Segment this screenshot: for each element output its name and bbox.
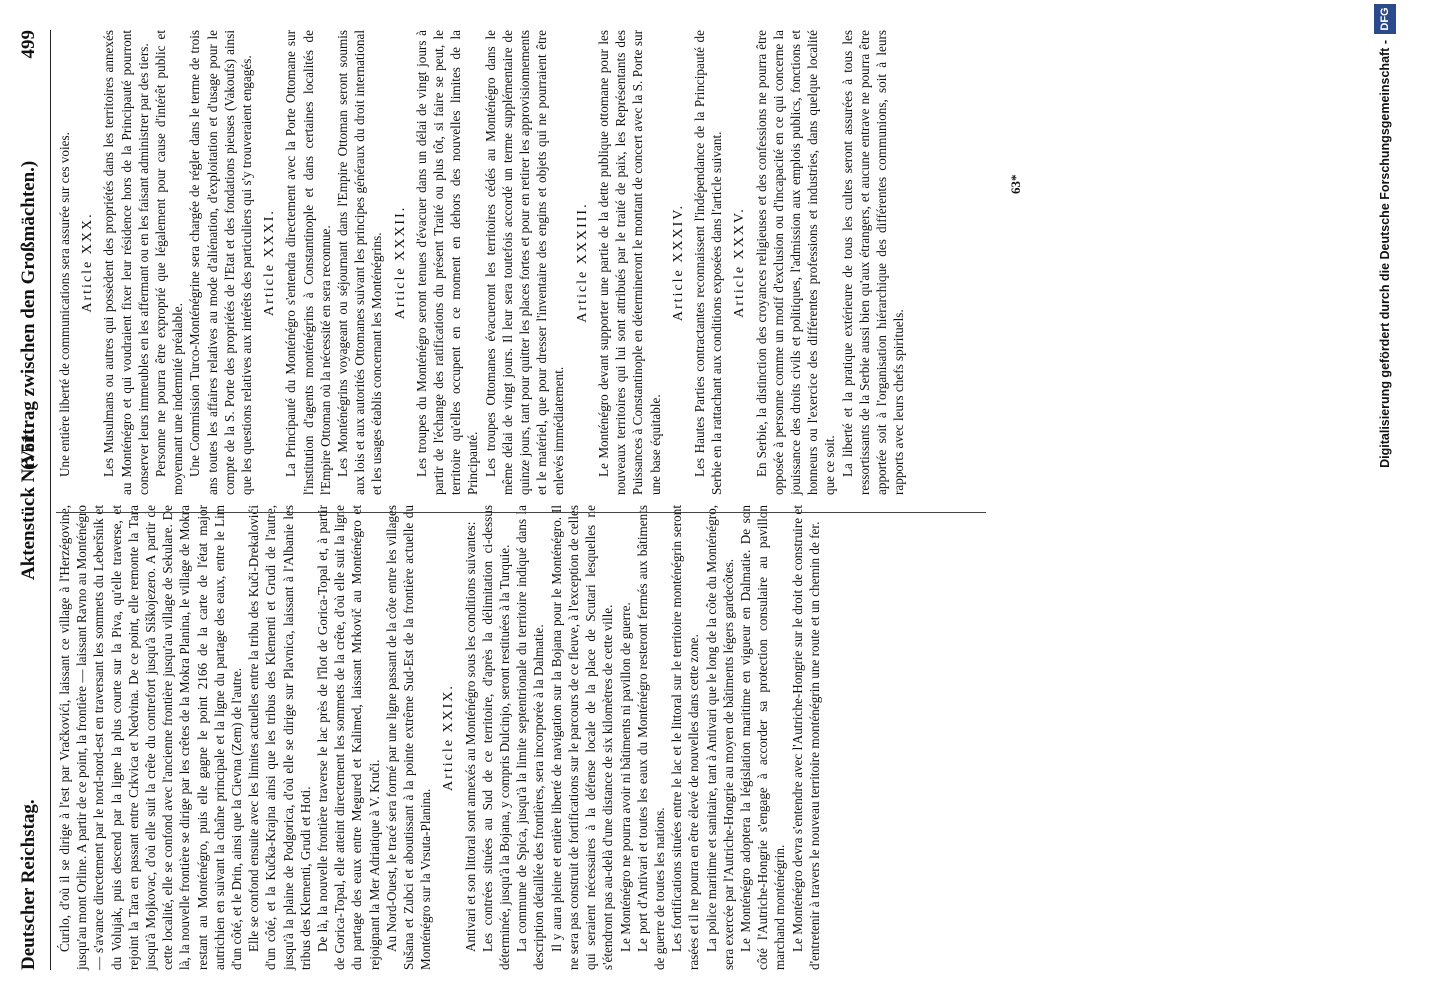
paragraph: Une Commission Turco-Monténégrine sera chargée de régler dans le terme de trois ans toutes les affaires relatives au mode d'aliénation, d'exploitation et d'usage pour le compte de la S. Porte des propriétés de l'Etat et des fondations pieuses (Vakoufs) ainsi que les questions relatives aux intérêts des particuliers qui s'y trouveraient engagés.: [187, 30, 255, 495]
paragraph: Ćurilo, d'où il se dirige à l'est par Vračkovići, laissant ce village à l'Herzégovine, jusqu'au mont Orline. A partir de ce point, la frontière — laissant Ravno au Monténégro — s'avance directement par le nord-nord-est en traversant les sommets du Leberšnik et du Volujak, puis descend par la ligne la plus courte sur la Piva, qu'elle traverse, et rejoint la Tara en passant entre Crkvica et Nedvina. De ce point, elle remonte la Tara jusqu'à Mojkovac, d'où elle suit la crête du contrefort jusqu'à Siškojezero. A partir de cette localité, elle se confond avec l'ancienne frontière jusqu'au village de Sekulare. De là, la nouvelle frontière se dirige par les crêtes de la Mokra Planina, le village de Mokra restant au Monténégro, puis elle gagne le point 2166 de la carte de l'état major autrichien en suivant la chaîne principale et la ligne du partage des eaux, entre le Lim d'un côté, et le Drin, ainsi que la Cievna (Zem) de l'autre.: [57, 505, 245, 970]
paragraph: Le Monténégro ne pourra avoir ni bâtiments ni pavillon de guerre.: [617, 602, 633, 952]
paragraph: De là, la nouvelle frontière traverse le lac près de l'îlot de Gorica-Topal et, à partir de Gorica-Topal, elle atteint directement les sommets de la crête, d'où elle suit la ligne du partage des eaux entre Megured et Kalimed, laissant Mrkovič au Monténégro et rejoignant la Mer Adriatique à V. Kruči.: [315, 505, 382, 970]
paragraph: La police maritime et sanitaire, tant à Antivari que le long de la côte du Monténégro, sera exercée par l'Autriche-Hongrie au moyen de bâtiments légers gardecôtes.: [703, 505, 736, 970]
left-text-column: [56, 505, 823, 970]
article-heading: Article XXXIII.: [574, 202, 590, 323]
header-title-right: (Vertrag zwischen den Großmächten.): [18, 160, 39, 470]
right-text-column: [56, 30, 907, 495]
digitization-footer: [1360, 0, 1420, 1000]
page-number: 499: [18, 30, 39, 59]
paragraph: Les fortifications situées entre le lac et le littoral sur le territoire monténégrin seront rasées et il ne pourra en être élevé de nouvelles dans cette zone.: [669, 505, 702, 970]
header-document-number: Aktenstück Nr. 51.: [18, 428, 39, 580]
digitization-credit: Digitalisierung gefördert durch die Deutsche Forschungsgemeinschaft -: [1378, 40, 1392, 468]
paragraph: Personne ne pourra être exproprié que légalement pour cause d'intérêt public et moyennant une indemnité préalable.: [153, 30, 186, 495]
paragraph: Elle se confond ensuite avec les limites actuelles entre la tribu des Kuči-Drekalovići d'un côté, et la Kučka-Krajna ainsi que les tribus des Klementi et Grudi de l'autre, jusqu'à la plaine de Podgorica, d'où elle se dirige sur Plavnica, laissant à l'Albanie les tribus des Klementi, Grudi et Hoti.: [246, 505, 313, 970]
paragraph: La commune de Spica, jusqu'à la limite septentrionale du territoire indiqué dans la description détaillée des frontières, sera incorporée à la Dalmatie.: [514, 505, 547, 970]
paragraph: Les Hautes Parties contractantes reconnaissent l'indépendance de la Principauté de Serbie en la rattachant aux conditions exposées dans l'article suivant.: [691, 30, 725, 495]
paragraph: Une entière liberté de communications sera assurée sur ces voies.: [57, 132, 72, 477]
paragraph: Les Musulmans ou autres qui possèdent des propriétés dans les territoires annexés au Monténégro et qui voudraient fixer leur résidence hors de la Principauté pourront conserver leurs immeubles en les affermant ou en les faisant administrer par des tiers.: [101, 30, 151, 495]
paragraph: Les troupes du Monténégro seront tenues d'évacuer dans un délai de vingt jours à partir de l'échange des ratifications du présent Traité ou plus tôt, si faire se peut, le territoire qu'elles occupent en ce moment en dehors des nouvelles limites de la Principauté.: [413, 30, 481, 495]
paragraph: Le port d'Antivari et toutes les eaux du Monténégro resteront fermés aux bâtiments de guerre de toutes les nations.: [634, 505, 667, 970]
header-title-left: Deutscher Reichstag.: [18, 799, 39, 970]
paragraph: Les Monténégrins voyageant ou séjournant dans l'Empire Ottoman seront soumis aux lois et aux autorités Ottomanes suivant les principes généraux du droit international et les usages établis concernant les Monténégrins.: [335, 30, 385, 495]
article-heading: Article XXXIV.: [670, 203, 686, 322]
header-rule: [50, 30, 51, 970]
article-heading: Article XXXII.: [392, 205, 408, 320]
article-heading: Article XXXV.: [732, 207, 748, 318]
column-divider: [56, 512, 986, 513]
article-heading: Article XXX.: [80, 212, 96, 313]
article-heading: Article XXIX.: [441, 684, 457, 791]
paragraph: Le Monténégro devant supporter une partie de la dette publique ottomane pour les nouveaux territoires qui lui sont attribués par le traité de paix, les Représentants des Puissances à Constantinople en détermineront le montant de concert avec la S. Porte sur une base équitable.: [595, 30, 663, 495]
running-header: [12, 30, 48, 970]
paragraph: Antivari et son littoral sont annexés au Monténégro sous les conditions suivantes:: [462, 521, 478, 952]
paragraph: Les contrées situées au Sud de ce territoire, d'après la délimitation ci-dessus déterminée, jusqu'à la Bojana, y compris Dulcinjo, seront restituées à la Turquie.: [479, 505, 513, 970]
dfg-logo: DFG: [1374, 4, 1396, 34]
article-heading: Article XXXI.: [262, 209, 278, 316]
signature-mark: 63*: [1008, 174, 1023, 194]
paragraph: Le Monténégro devra s'entendre avec l'Autriche-Hongrie sur le droit de construire et d'entretenir à travers le nouveau territoire monténégrin une route et un chemin de fer.: [789, 505, 822, 970]
paragraph: En Serbie, la distinction des croyances religieuses et des confessions ne pourra être opposée à personne comme un motif d'exclusion ou d'incapacité en ce qui concerne la jouissance des droits civils et politiques, l'admission aux emplois publics, fonctions et honneurs ou l'exercice des différentes professions et industries, dans quelque localité que ce soit.: [753, 30, 838, 495]
paragraph: Il y aura pleine et entière liberté de navigation sur la Bojana pour le Monténégro. Il ne sera pas construit de fortifications sur le parcours de ce fleuve, à l'exception de celles qui seraient nécessaires à la défense locale de la place de Scutari lesquelles ne s'étendront pas au-delà d'une distance de six kilomètres de cette ville.: [548, 505, 616, 970]
paragraph: Le Monténégro adoptera la législation maritime en vigueur en Dalmatie. De son côté l'Autriche-Hongrie s'engage à accorder sa protection consulaire au pavillon marchand monténégrin.: [737, 505, 788, 970]
paragraph: La Principauté du Monténégro s'entendra directement avec la Porte Ottomane sur l'institution d'agents monténégrins à Constantinople et dans certaines localités de l'Empire Ottoman où la nécessité en sera reconnue.: [283, 30, 333, 495]
paragraph: Au Nord-Ouest, le tracé sera formé par une ligne passant de la côte entre les villages Sušana et Zubci et aboutissant à la pointe extrême Sud-Est de la frontière actuelle du Monténégro sur la Vrsuta-Planina.: [383, 505, 434, 970]
paragraph: La liberté et la pratique extérieure de tous les cultes seront assurées à tous les ressortissants de la Serbie aussi bien qu'aux étrangers, et aucune entrave ne pourra être apportée soit à l'organisation hiérarchique des différentes communions, soit à leurs rapports avec leurs chefs spirituels.: [839, 30, 907, 495]
paragraph: Les troupes Ottomanes évacueront les territoires cédés au Monténégro dans le même délai de vingt jours. Il leur sera toutefois accordé un terme supplémentaire de quinze jours, tant pour quitter les places fortes et pour en retirer les approvisionnements et le matériel, que pour dresser l'inventaire des engins et objets qui ne pourraient être enlevés immédiatement.: [482, 30, 567, 495]
